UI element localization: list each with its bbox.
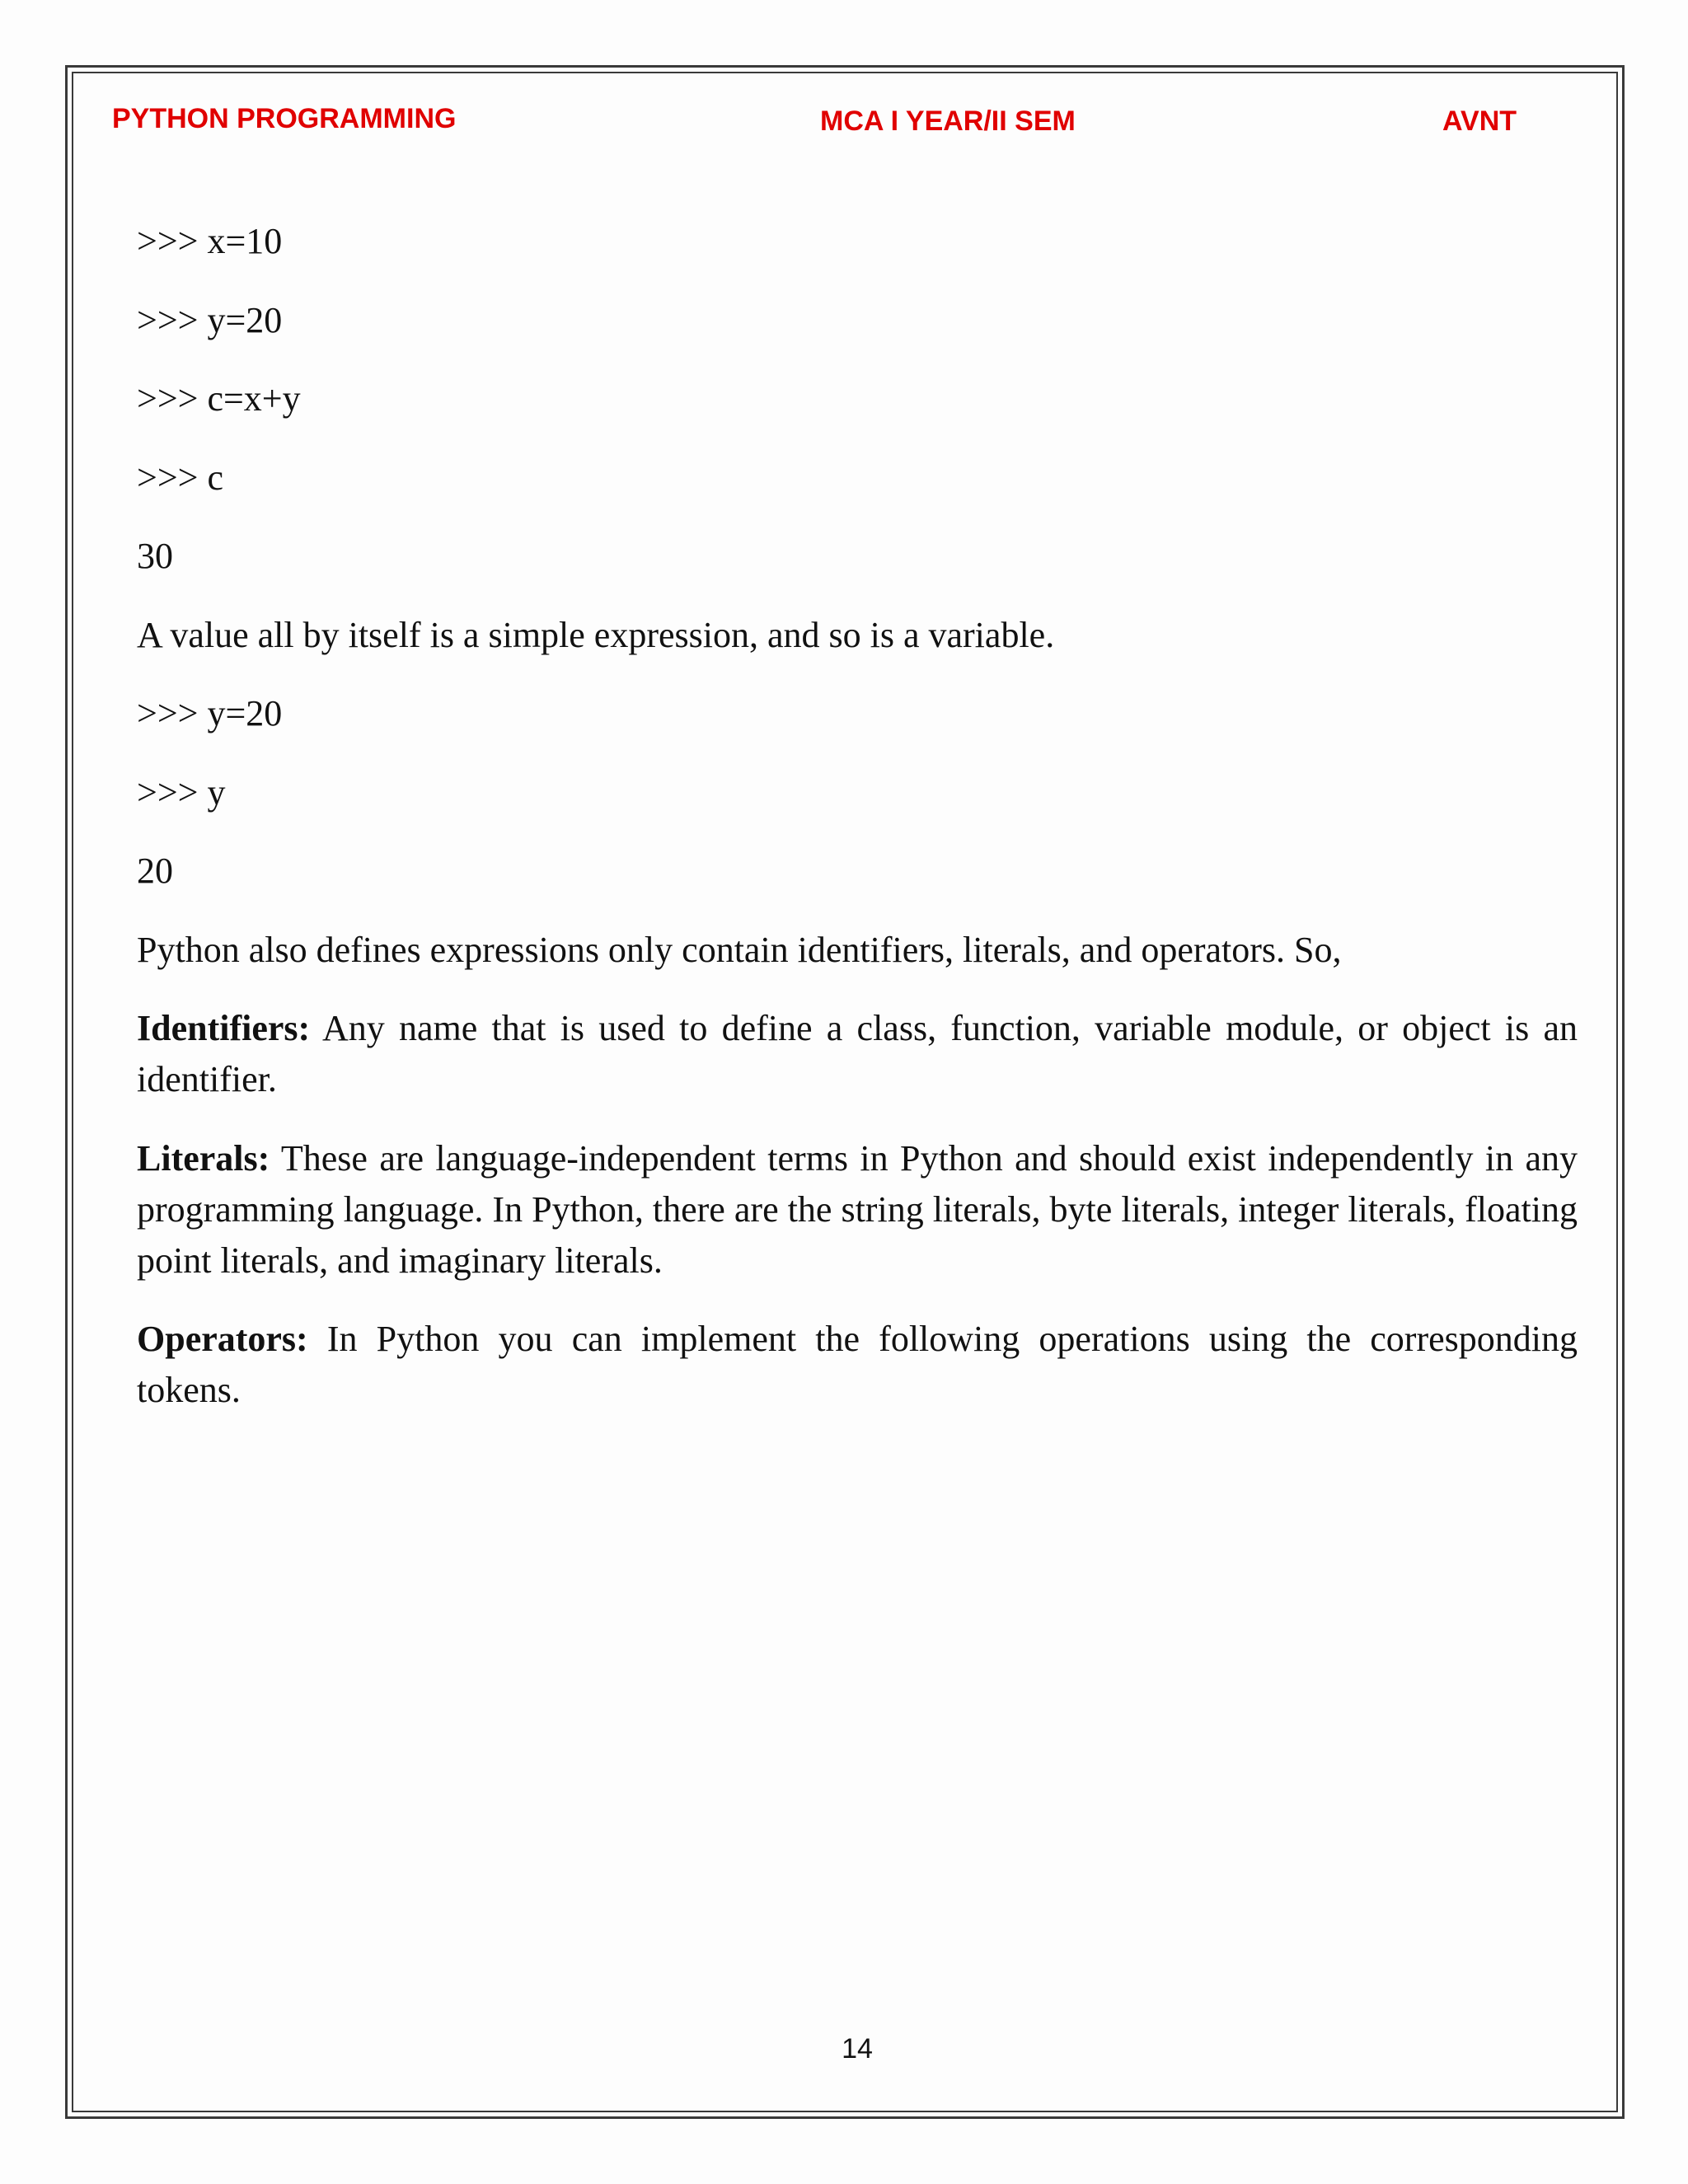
definition-text: These are language-independent terms in Python and should exist independently in any programming language. In Python, there are the string literals, byte literals, integer literals, floating point literals, and imaginary literals. [137,1137,1578,1281]
header-course-year: MCA I YEAR/II SEM [820,105,1076,137]
definition-literals [137,1133,1578,1286]
body-text: Python also defines expressions only contain identifiers, literals, and operators. So, [137,929,1342,970]
code-line: >>> c [137,457,223,498]
code-output: 30 [137,536,173,576]
code-line: >>> y=20 [137,299,283,340]
definition-term: Operators: [137,1319,308,1359]
code-line: >>> c=x+y [137,378,301,419]
page-body [137,216,1578,1444]
definition-identifiers [137,1003,1578,1105]
definition-term: Identifiers: [137,1008,311,1048]
code-line: >>> y=20 [137,693,283,733]
definition-term: Literals: [137,1137,270,1179]
body-text: A value all by itself is a simple expression, and so is a variable. [137,614,1055,655]
code-line: >>> y [137,771,226,813]
header-course-title: PYTHON PROGRAMMING [112,103,457,134]
code-line: >>> x=10 [137,221,283,261]
definition-operators [137,1314,1578,1416]
page-number: 14 [842,2033,873,2064]
definition-text: In Python you can implement the following operations using the corresponding tokens. [137,1319,1578,1410]
code-output: 20 [137,851,173,891]
header-institution: AVNT [1442,105,1517,137]
definition-text: Any name that is used to define a class, function, variable module, or object is an identifier. [137,1008,1578,1099]
